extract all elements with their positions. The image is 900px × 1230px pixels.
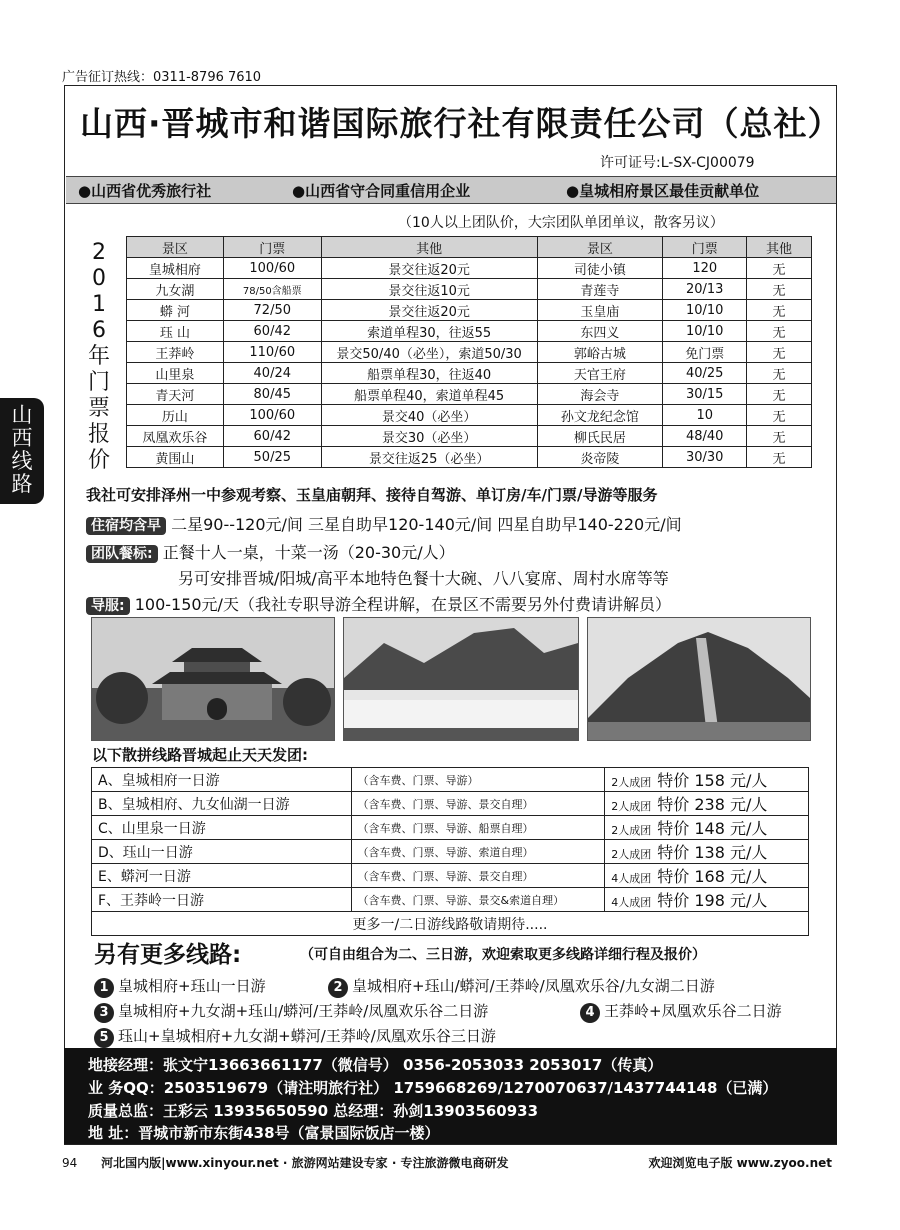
route-price-cell: [605, 768, 809, 792]
route-group-size: 4人成团: [611, 872, 652, 885]
table-row: [127, 384, 812, 405]
table-cell: 历山: [127, 405, 224, 426]
table-cell: 皇城相府: [127, 258, 224, 279]
col-header: 景区: [127, 237, 224, 258]
table-cell: 青天河: [127, 384, 224, 405]
more-route-item: [94, 975, 266, 998]
table-cell: 10/10: [663, 300, 747, 321]
more-route-text: 皇城相府+珏山/蟒河/王莽岭/凤凰欢乐谷/九女湖二日游: [352, 977, 715, 995]
group-price-note: （10人以上团队价，大宗团队单团单议，散客另议）: [398, 215, 724, 231]
route-price: 特价 148 元/人: [657, 819, 768, 838]
table-cell: 司徒小镇: [537, 258, 663, 279]
more-routes-title: 另有更多线路:: [94, 942, 242, 968]
table-cell: 无: [747, 300, 812, 321]
table-cell: 120: [663, 258, 747, 279]
honor-item: ●山西省守合同重信用企业: [292, 182, 471, 200]
more-route-item: [328, 975, 715, 998]
table-cell: 78/50含船票: [223, 279, 321, 300]
company-title: 山西·晋城市和谐国际旅行社有限责任公司（总社）: [80, 104, 842, 143]
price-list-vertical-title: 2016年门票报价: [87, 240, 110, 473]
col-header: 其他: [747, 237, 812, 258]
table-cell: 无: [747, 279, 812, 300]
table-cell: 48/40: [663, 426, 747, 447]
route-group-size: 2人成团: [611, 800, 652, 813]
guide-line: [86, 592, 671, 615]
table-cell: 山里泉: [127, 363, 224, 384]
table-cell: 60/42: [223, 321, 321, 342]
table-cell: 索道单程30，往返55: [321, 321, 537, 342]
table-cell: 无: [747, 447, 812, 468]
route-row: [92, 864, 809, 888]
meal-label: 团队餐标:: [86, 545, 158, 563]
more-route-text: 珏山+皇城相府+九女湖+蟒河/王莽岭/凤凰欢乐谷三日游: [118, 1027, 496, 1045]
contact-qq: 业 务QQ：2503519679（请注明旅行社） 1759668269/1270070637/1437744148（已满）: [88, 1079, 778, 1097]
table-cell: 孙文龙纪念馆: [537, 405, 663, 426]
table-cell: 50/25: [223, 447, 321, 468]
col-header: 门票: [663, 237, 747, 258]
table-cell: 30/15: [663, 384, 747, 405]
guide-text: 100-150元/天（我社专职导游全程讲解，在景区不需要另外付费请讲解员）: [134, 595, 671, 614]
honor-item: ●山西省优秀旅行社: [78, 182, 212, 200]
route-row: [92, 768, 809, 792]
more-route-text: 皇城相府+珏山一日游: [118, 977, 266, 995]
guide-label: 导服:: [86, 597, 130, 615]
route-group-size: 4人成团: [611, 896, 652, 909]
route-table-body: [92, 768, 809, 912]
route-price-cell: [605, 864, 809, 888]
route-number-badge: 1: [94, 978, 114, 998]
page-footer: [62, 1154, 832, 1171]
table-cell: 郭峪古城: [537, 342, 663, 363]
table-cell: 20/13: [663, 279, 747, 300]
table-row: [127, 405, 812, 426]
table-row: [127, 300, 812, 321]
table-row: [127, 447, 812, 468]
route-name: C、山里泉一日游: [92, 816, 352, 840]
table-cell: 蟒 河: [127, 300, 224, 321]
routes-more-row: [92, 912, 809, 936]
route-includes: （含车费、门票、导游、景交自理）: [351, 864, 605, 888]
contact-manager: 地接经理：张文宁13663661177（微信号） 0356-2053033 2053017（传真）: [88, 1056, 663, 1074]
ad-hotline: 广告征订热线：0311-8796 7610: [62, 70, 262, 85]
lodging-line: [86, 512, 682, 535]
table-row: [127, 363, 812, 384]
table-cell: 凤凰欢乐谷: [127, 426, 224, 447]
table-cell: 无: [747, 342, 812, 363]
table-cell: 景交50/40（必坐），索道50/30: [321, 342, 537, 363]
table-cell: 玉皇庙: [537, 300, 663, 321]
route-includes: （含车费、门票、导游、景交自理）: [351, 792, 605, 816]
honor-item: ●皇城相府景区最佳贡献单位: [566, 182, 760, 200]
table-cell: 60/42: [223, 426, 321, 447]
table-cell: 10/10: [663, 321, 747, 342]
table-cell: 80/45: [223, 384, 321, 405]
honors-bar: [66, 176, 836, 204]
table-cell: 青莲寺: [537, 279, 663, 300]
route-row: [92, 840, 809, 864]
table-row: [127, 342, 812, 363]
table-cell: 九女湖: [127, 279, 224, 300]
table-cell: 30/30: [663, 447, 747, 468]
table-cell: 景交往返25（必坐）: [321, 447, 537, 468]
table-cell: 海会寺: [537, 384, 663, 405]
footer-right: 欢迎浏览电子版 www.zyoo.net: [648, 1156, 832, 1170]
route-price-cell: [605, 816, 809, 840]
contact-address: 地 址：晋城市新市东街438号（富景国际饭店一楼）: [88, 1124, 440, 1142]
route-includes: （含车费、门票、导游、索道自理）: [351, 840, 605, 864]
route-includes: （含车费、门票、导游、船票自理）: [351, 816, 605, 840]
table-row: [127, 426, 812, 447]
services-line: 我社可安排泽州一中参观考察、玉皇庙朝拜、接待自驾游、单订房/车/门票/导游等服务: [86, 486, 658, 504]
route-price: 特价 168 元/人: [657, 867, 768, 886]
route-group-size: 2人成团: [611, 776, 652, 789]
route-price: 特价 238 元/人: [657, 795, 768, 814]
route-name: D、珏山一日游: [92, 840, 352, 864]
mountain-photo: [587, 617, 811, 741]
page-number: 94: [62, 1156, 78, 1170]
meal-text: 正餐十人一桌，十菜一汤（20-30元/人）: [162, 543, 455, 562]
table-cell: 40/24: [223, 363, 321, 384]
route-number-badge: 4: [580, 1003, 600, 1023]
contact-supervisor: 质量总监：王彩云 13935650590 总经理：孙剑13903560933: [88, 1102, 539, 1120]
table-cell: 船票单程40，索道单程45: [321, 384, 537, 405]
route-table: [91, 767, 809, 936]
temple-photo: [91, 617, 335, 741]
table-cell: 东四义: [537, 321, 663, 342]
route-name: B、皇城相府、九女仙湖一日游: [92, 792, 352, 816]
routes-heading: 以下散拼线路晋城起止天天发团:: [92, 746, 309, 764]
table-row: [127, 321, 812, 342]
table-cell: 景交往返20元: [321, 258, 537, 279]
ticket-price-table: [126, 236, 812, 468]
table-cell: 72/50: [223, 300, 321, 321]
table-cell: 船票单程30，往返40: [321, 363, 537, 384]
table-cell: 天官王府: [537, 363, 663, 384]
routes-more: 更多一/二日游线路敬请期待.....: [92, 912, 809, 936]
route-group-size: 2人成团: [611, 848, 652, 861]
lodging-label: 住宿均含早: [86, 517, 166, 535]
more-routes-note: （可自由组合为二、三日游，欢迎索取更多线路详细行程及报价）: [300, 947, 706, 963]
route-price-cell: [605, 840, 809, 864]
license-number: 许可证号:L-SX-CJ00079: [600, 155, 755, 171]
route-includes: （含车费、门票、导游）: [351, 768, 605, 792]
side-tab-label: 山西线路: [11, 403, 33, 496]
table-cell: 景交40（必坐）: [321, 405, 537, 426]
table-cell: 100/60: [223, 405, 321, 426]
more-route-item: [94, 1025, 496, 1048]
table-cell: 景交30（必坐）: [321, 426, 537, 447]
route-name: F、王莽岭一日游: [92, 888, 352, 912]
table-cell: 黄围山: [127, 447, 224, 468]
route-number-badge: 5: [94, 1028, 114, 1048]
table-cell: 110/60: [223, 342, 321, 363]
route-row: [92, 792, 809, 816]
more-route-item: [94, 1000, 488, 1023]
side-tab-shanxi-routes: [0, 398, 44, 504]
table-cell: 王莽岭: [127, 342, 224, 363]
col-header: 其他: [321, 237, 537, 258]
route-name: E、蟒河一日游: [92, 864, 352, 888]
route-price: 特价 158 元/人: [657, 771, 768, 790]
col-header: 景区: [537, 237, 663, 258]
table-cell: 无: [747, 363, 812, 384]
table-cell: 无: [747, 426, 812, 447]
table-cell: 景交往返20元: [321, 300, 537, 321]
route-includes: （含车费、门票、导游、景交&索道自理）: [351, 888, 605, 912]
route-row: [92, 888, 809, 912]
lodging-text: 二星90--120元/间 三星自助早120-140元/间 四星自助早140-220元/间: [171, 515, 682, 534]
table-cell: 40/25: [663, 363, 747, 384]
more-route-text: 皇城相府+九女湖+珏山/蟒河/王莽岭/凤凰欢乐谷二日游: [118, 1002, 489, 1020]
waterfall-photo: [343, 617, 579, 741]
table-cell: 无: [747, 321, 812, 342]
table-cell: 10: [663, 405, 747, 426]
route-number-badge: 2: [328, 978, 348, 998]
table-cell: 柳氏民居: [537, 426, 663, 447]
meal-extra: 另可安排晋城/阳城/高平本地特色餐十大碗、八八宴席、周村水席等等: [178, 569, 669, 588]
meal-line: [86, 540, 455, 563]
table-cell: 免门票: [663, 342, 747, 363]
table-cell: 无: [747, 405, 812, 426]
route-group-size: 2人成团: [611, 824, 652, 837]
contact-block: [64, 1048, 837, 1144]
footer-left: 河北国内版|www.xinyour.net · 旅游网站建设专家 · 专注旅游微电商研发: [101, 1156, 509, 1170]
table-row: [127, 258, 812, 279]
route-number-badge: 3: [94, 1003, 114, 1023]
table-header-row: [127, 237, 812, 258]
route-name: A、皇城相府一日游: [92, 768, 352, 792]
table-cell: 景交往返10元: [321, 279, 537, 300]
table-cell: 无: [747, 384, 812, 405]
route-price: 特价 198 元/人: [657, 891, 768, 910]
table-row: [127, 279, 812, 300]
route-price: 特价 138 元/人: [657, 843, 768, 862]
table-cell: 炎帝陵: [537, 447, 663, 468]
more-route-item: [580, 1000, 782, 1023]
route-row: [92, 816, 809, 840]
route-price-cell: [605, 792, 809, 816]
price-table-body: [127, 258, 812, 468]
table-cell: 珏 山: [127, 321, 224, 342]
table-cell: 无: [747, 258, 812, 279]
col-header: 门票: [223, 237, 321, 258]
more-route-text: 王莽岭+凤凰欢乐谷二日游: [604, 1002, 782, 1020]
route-price-cell: [605, 888, 809, 912]
table-cell: 100/60: [223, 258, 321, 279]
